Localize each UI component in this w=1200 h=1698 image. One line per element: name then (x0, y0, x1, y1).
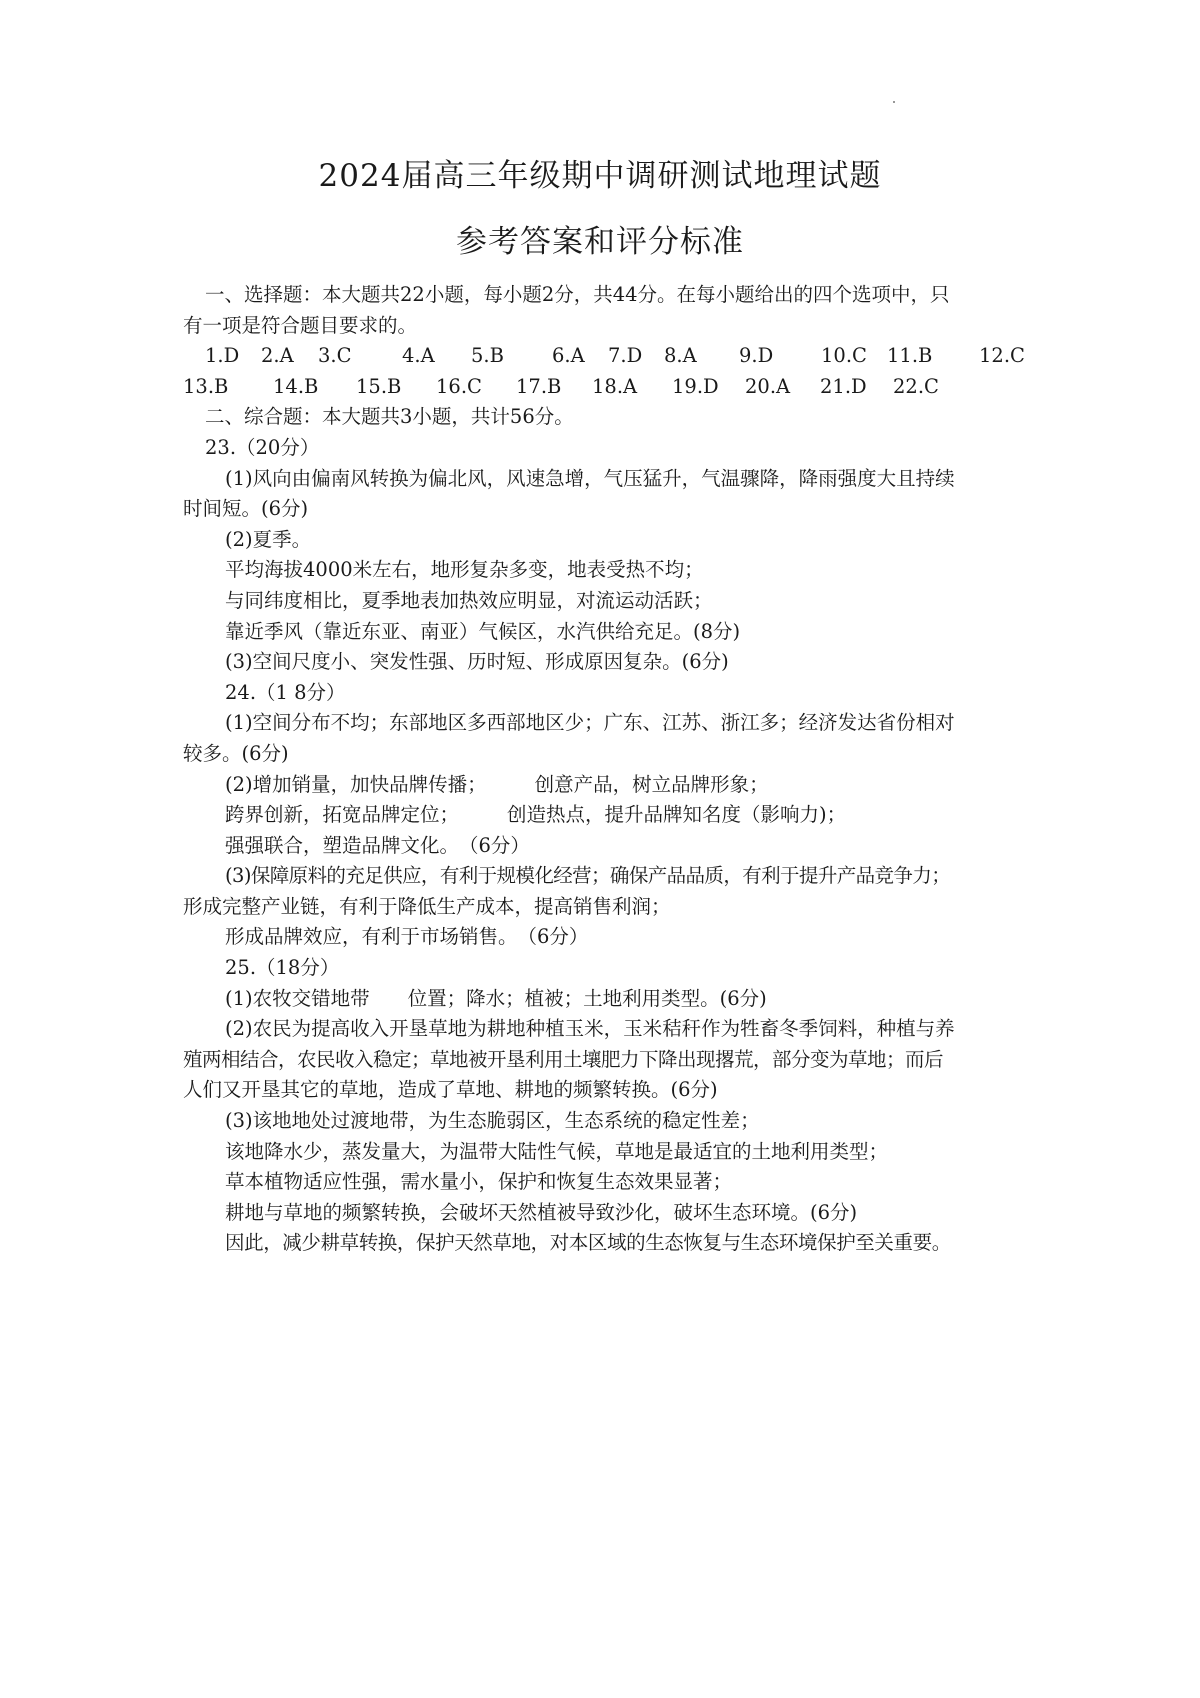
answer-item: 18.A (592, 374, 638, 398)
answer-item: 19.D (672, 374, 719, 398)
q23-part2-line1: (2)夏季。 (225, 527, 312, 551)
q23-part1-line2: 时间短。(6分) (183, 497, 309, 521)
answer-item: 12.C (979, 344, 1025, 368)
q25-part3-line2: 该地降水少，蒸发量大，为温带大陆性气候，草地是最适宜的土地利用类型； (225, 1139, 889, 1163)
q25-part3-line1: (3)该地地处过渡地带，为生态脆弱区，生态系统的稳定性差； (225, 1109, 760, 1133)
section1-heading-line1: 一、选择题：本大题共22小题，每小题2分，共44分。在每小题给出的四个选项中，只 (205, 283, 950, 306)
answer-item: 20.A (745, 374, 791, 398)
answer-item: 14.B (273, 374, 319, 398)
q24-part1-line2: 较多。(6分) (183, 741, 289, 765)
section1-heading-line2: 有一项是符合题目要求的。 (183, 313, 418, 337)
q24-part2-line2 (183, 800, 1025, 831)
answer-item: 16.C (436, 374, 482, 398)
answer-item: 3.C (318, 344, 352, 368)
q24-label: 24.（1 8分） (225, 680, 346, 704)
q25-part3-line5: 因此，减少耕草转换，保护天然草地，对本区域的生态恢复与生态环境保护至关重要。 (225, 1231, 951, 1255)
q25-part1-factors: 位置；降水；植被；土地利用类型。(6分) (407, 986, 767, 1010)
answer-item: 9.D (739, 344, 774, 368)
q24-part2-item-b: 创意产品，树立品牌形象； (534, 772, 769, 796)
document-subtitle: 参考答案和评分标准 (456, 224, 744, 260)
q25-part1-topic: (1)农牧交错地带 (225, 986, 370, 1010)
answer-item: 22.C (893, 374, 939, 398)
q25-part1 (183, 984, 1025, 1015)
q23-part2-line3: 与同纬度相比，夏季地表加热效应明显，对流运动活跃； (225, 588, 713, 612)
scan-speck (893, 101, 895, 103)
q25-part3-line4: 耕地与草地的频繁转换，会破坏天然植被导致沙化，破坏生态环境。(6分) (225, 1200, 858, 1224)
q24-part3-line1: (3)保障原料的充足供应，有利于规模化经营；确保产品品质，有利于提升产品竞争力； (225, 864, 951, 888)
q25-part3-line3: 草本植物适应性强，需水量小，保护和恢复生态效果显著； (225, 1170, 733, 1194)
q24-part2-item-d: 创造热点，提升品牌知名度（影响力)； (507, 803, 847, 827)
q25-part2-line3: 人们又开垦其它的草地，造成了草地、耕地的频繁转换。(6分) (183, 1078, 718, 1102)
q25-label: 25.（18分） (225, 956, 340, 980)
answer-item: 7.D (608, 344, 643, 368)
q25-part2-line2: 殖两相结合，农民收入稳定；草地被开垦利用土壤肥力下降出现撂荒，部分变为草地；而后 (183, 1047, 944, 1071)
q24-part2-item-c: 跨界创新，拓宽品牌定位； (225, 803, 460, 827)
q23-part2-line2: 平均海拔4000米左右，地形复杂多变，地表受热不均； (225, 558, 704, 582)
q25-part2-line1: (2)农民为提高收入开垦草地为耕地种植玉米，玉米秸秆作为牲畜冬季饲料，种植与养 (225, 1017, 955, 1041)
q24-part3-line3: 形成品牌效应，有利于市场销售。 （6分） (225, 925, 589, 949)
answer-item: 1.D (205, 344, 240, 368)
answer-item: 10.C (821, 344, 867, 368)
answer-item: 8.A (664, 344, 697, 368)
answer-item: 15.B (356, 374, 402, 398)
q23-part1-line1: (1)风向由偏南风转换为偏北风，风速急增，气压猛升，气温骤降，降雨强度大且持续 (225, 466, 955, 490)
answers-row-2 (183, 372, 1025, 403)
answer-item: 17.B (516, 374, 562, 398)
section2-heading: 二、综合题：本大题共3小题，共计56分。 (205, 405, 574, 429)
answers-row-1 (183, 341, 1025, 372)
q23-part2-line4: 靠近季风（靠近东亚、南亚）气候区，水汽供给充足。(8分) (225, 619, 741, 643)
answer-item: 11.B (887, 344, 933, 368)
document-title: 2024届高三年级期中调研测试地理试题 (318, 158, 882, 194)
q24-part1-line1: (1)空间分布不均；东部地区多西部地区少；广东、江苏、浙江多；经济发达省份相对 (225, 711, 955, 735)
q24-part2-item-a: (2)增加销量，加快品牌传播； (225, 772, 487, 796)
answer-item: 13.B (183, 374, 229, 398)
document-body (183, 280, 1025, 1259)
q24-part2-line3: 强强联合，塑造品牌文化。 （6分） (225, 833, 530, 857)
answer-item: 21.D (820, 374, 867, 398)
q23-label: 23.（20分） (205, 435, 320, 459)
answer-item: 5.B (471, 344, 504, 368)
answer-item: 2.A (261, 344, 294, 368)
q23-part3: (3)空间尺度小、突发性强、历时短、形成原因复杂。(6分) (225, 650, 729, 674)
q24-part2-line1 (183, 770, 1025, 801)
q24-part3-line2: 形成完整产业链，有利于降低生产成本，提高销售利润； (183, 894, 671, 918)
answer-item: 4.A (402, 344, 435, 368)
answer-item: 6.A (552, 344, 585, 368)
